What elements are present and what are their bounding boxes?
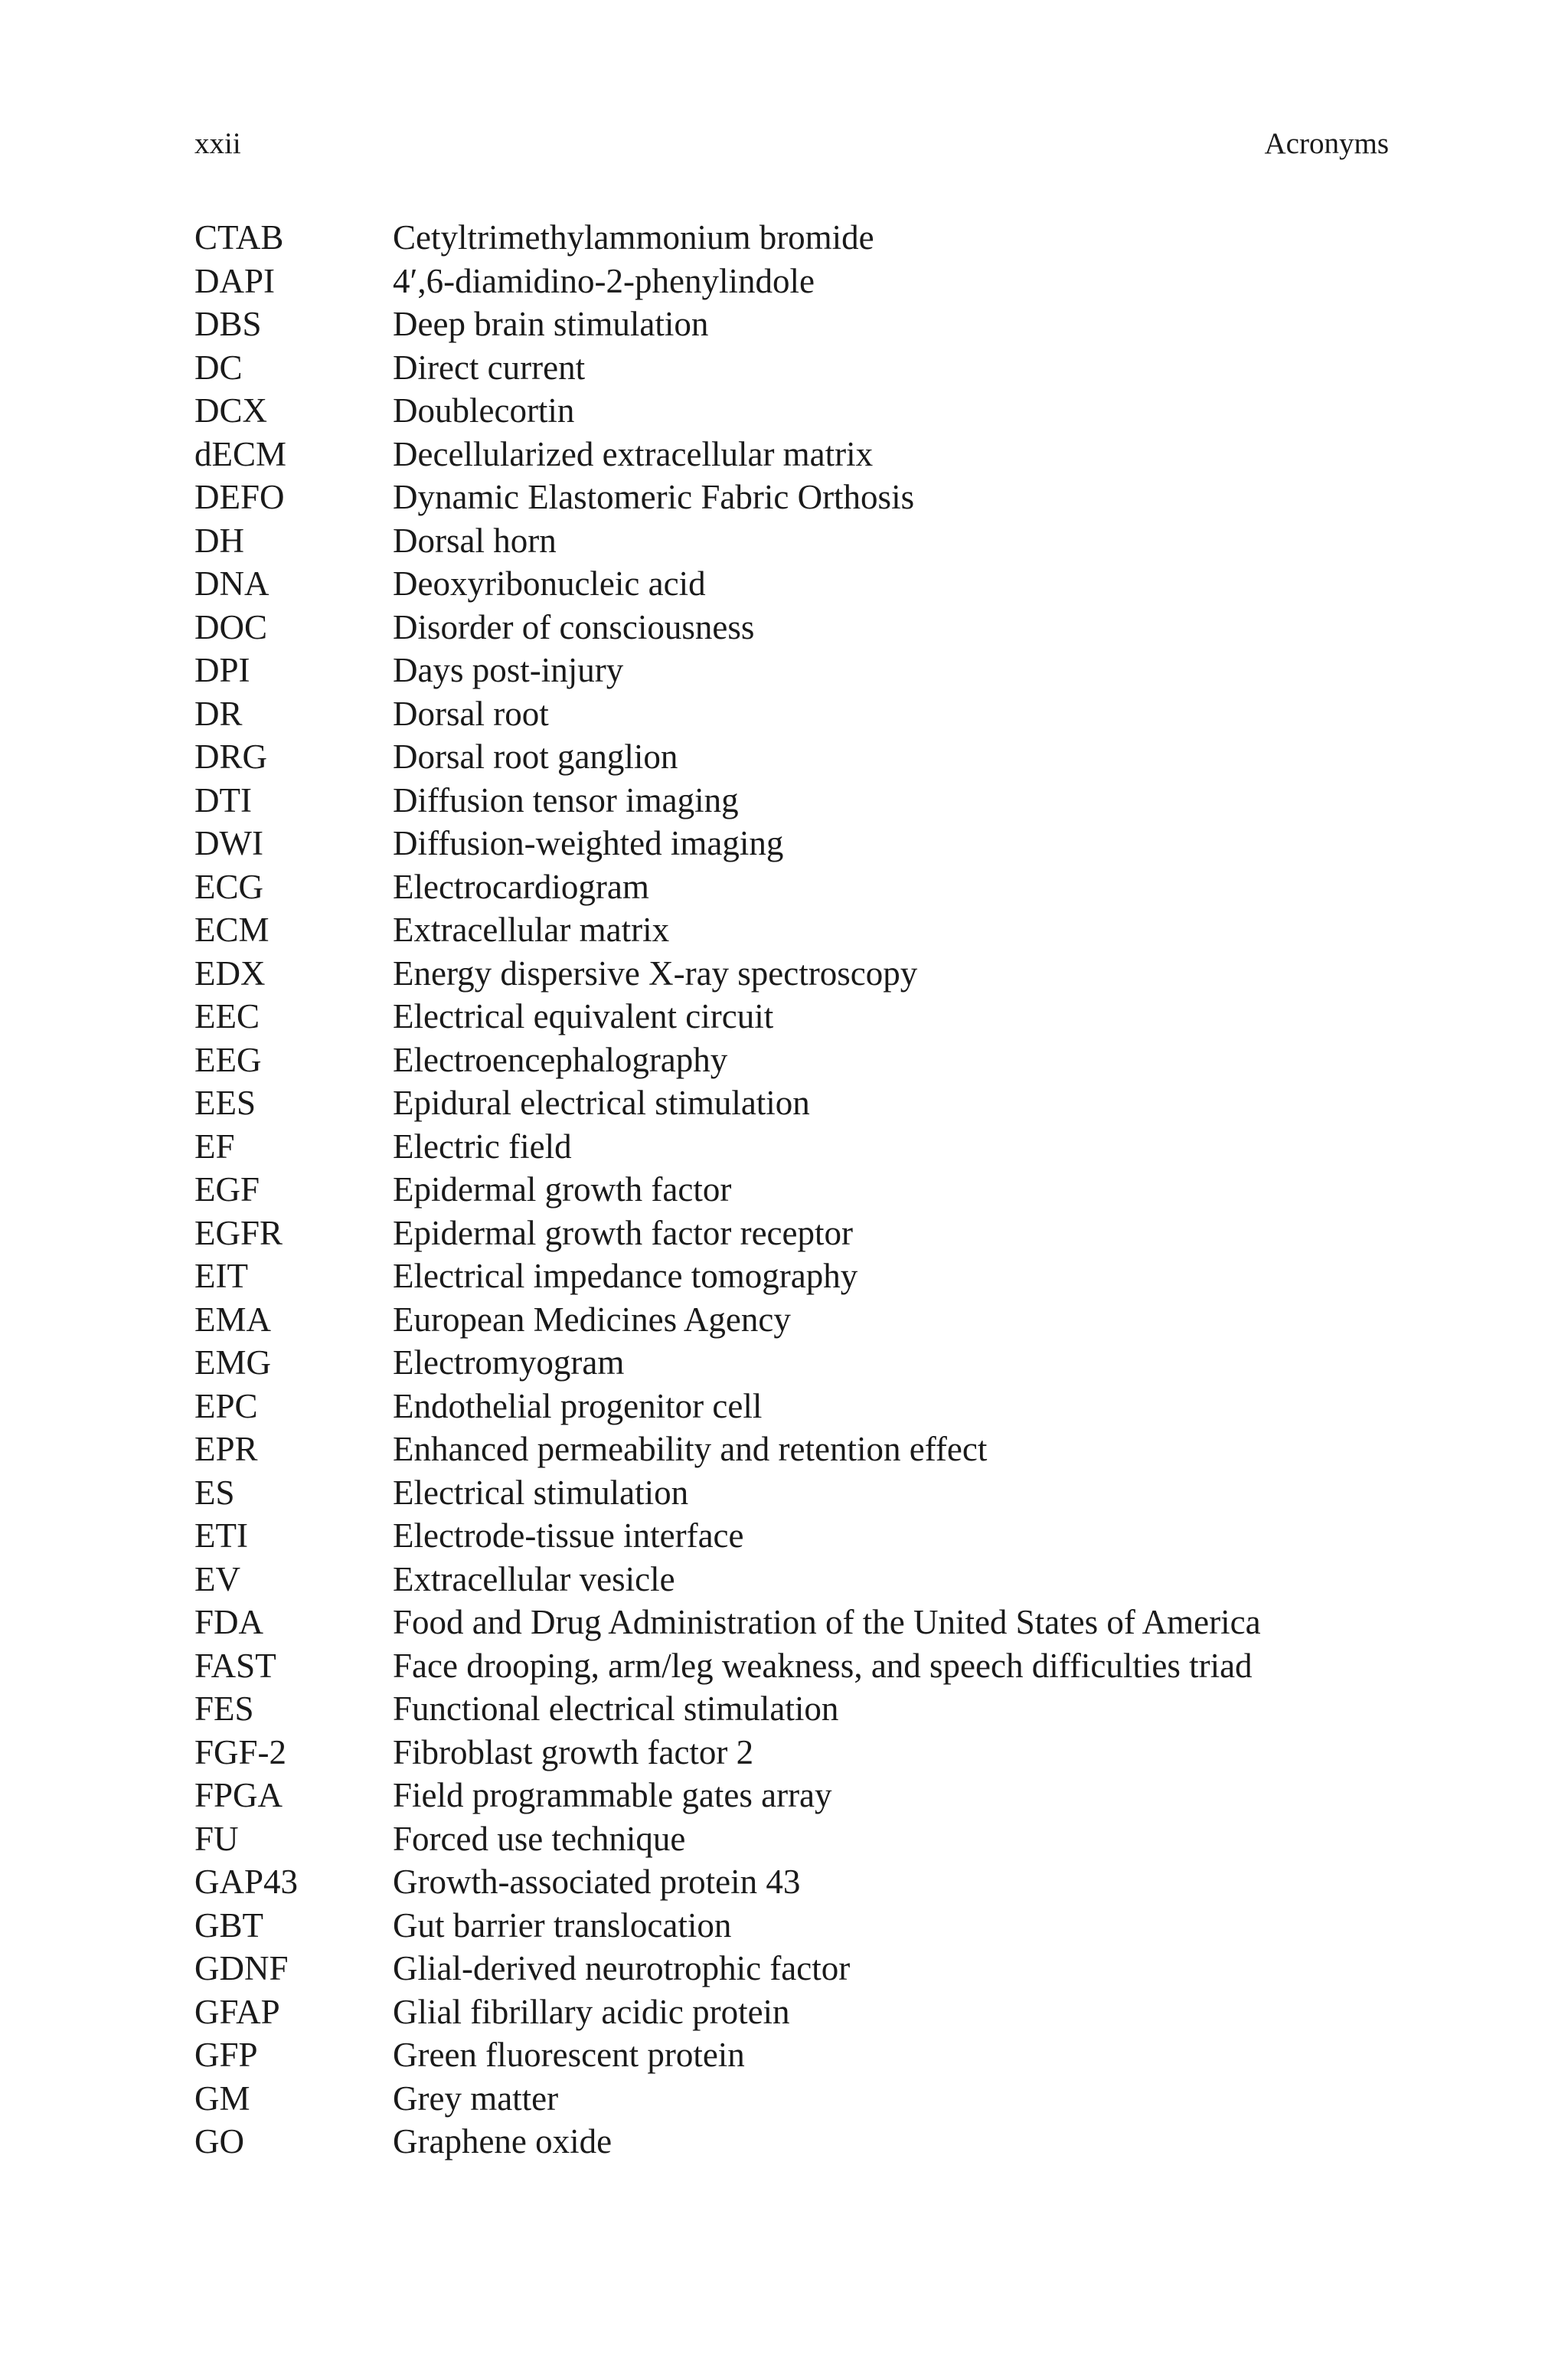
acronym-term: ES xyxy=(194,1473,235,1512)
acronym-term: EDX xyxy=(194,953,266,993)
acronym-definition: Days post-injury xyxy=(393,651,624,689)
acronym-definition: Green fluorescent protein xyxy=(393,2036,745,2074)
acronym-definition: Electrical impedance tomography xyxy=(393,1257,858,1295)
acronym-term: DBS xyxy=(194,305,262,343)
acronym-term: dECM xyxy=(194,434,287,473)
acronym-term: EMA xyxy=(194,1300,271,1339)
acronym-row xyxy=(194,1385,1419,1428)
acronym-definition: Electrical equivalent circuit xyxy=(393,997,774,1035)
acronym-definition: Endothelial progenitor cell xyxy=(393,1386,763,1425)
acronym-definition: Grey matter xyxy=(393,2079,559,2118)
running-header xyxy=(194,127,1389,161)
acronym-term: EPR xyxy=(194,1430,258,1468)
acronym-definition: Electroencephalography xyxy=(393,1040,728,1079)
acronym-row xyxy=(194,1428,1419,1471)
acronym-term: GO xyxy=(194,2122,244,2160)
acronym-definition: Diffusion tensor imaging xyxy=(393,780,739,819)
acronym-term: GM xyxy=(194,2079,250,2118)
acronym-definition: Food and Drug Administration of the United States of America xyxy=(393,1603,1261,1641)
acronym-term: EV xyxy=(194,1559,240,1598)
acronym-term: GBT xyxy=(194,1905,263,1945)
acronym-row xyxy=(194,519,1419,563)
acronym-row xyxy=(194,346,1419,390)
acronym-term: DWI xyxy=(194,824,263,862)
acronym-row xyxy=(194,1341,1419,1385)
acronym-term: CTAB xyxy=(194,218,284,257)
acronym-row xyxy=(194,1774,1419,1817)
acronym-definition: Diffusion-weighted imaging xyxy=(393,824,784,862)
acronym-term: FES xyxy=(194,1689,254,1728)
acronym-term: ETI xyxy=(194,1516,248,1555)
acronym-term: EEG xyxy=(194,1040,262,1079)
acronym-row xyxy=(194,1039,1419,1082)
acronym-definition: Cetyltrimethylammonium bromide xyxy=(393,218,874,257)
acronym-definition: Face drooping, arm/leg weakness, and speech difficulties triad xyxy=(393,1646,1253,1685)
acronym-row xyxy=(194,1904,1419,1948)
acronym-definition: Electrode-tissue interface xyxy=(393,1516,744,1555)
acronym-term: GFP xyxy=(194,2036,258,2074)
acronym-row xyxy=(194,433,1419,476)
acronym-term: DH xyxy=(194,521,244,560)
acronym-definition: Extracellular matrix xyxy=(393,911,670,949)
acronym-row xyxy=(194,476,1419,519)
acronym-definition: Disorder of consciousness xyxy=(393,607,755,646)
acronym-term: DC xyxy=(194,348,243,387)
acronym-term: ECM xyxy=(194,911,270,949)
acronym-row xyxy=(194,1558,1419,1601)
acronym-term: EGFR xyxy=(194,1213,283,1252)
acronym-term: DRG xyxy=(194,738,268,776)
acronym-definition: Growth-associated protein 43 xyxy=(393,1863,801,1901)
acronym-row xyxy=(194,908,1419,952)
acronym-definition: Deoxyribonucleic acid xyxy=(393,564,706,603)
acronym-term: EEC xyxy=(194,997,260,1035)
acronym-definition: Direct current xyxy=(393,348,586,387)
acronym-row xyxy=(194,1168,1419,1212)
acronym-definition: Electrocardiogram xyxy=(393,867,649,906)
acronym-definition: 4′,6-diamidino-2-phenylindole xyxy=(393,261,815,300)
acronym-row xyxy=(194,389,1419,433)
acronym-term: DCX xyxy=(194,391,268,430)
acronym-row xyxy=(194,216,1419,260)
acronym-row xyxy=(194,562,1419,606)
acronym-row xyxy=(194,260,1419,303)
acronym-definition: Forced use technique xyxy=(393,1819,686,1858)
acronym-row xyxy=(194,779,1419,823)
acronym-row xyxy=(194,649,1419,692)
acronym-definition: Epidural electrical stimulation xyxy=(393,1084,810,1122)
acronym-definition: Extracellular vesicle xyxy=(393,1559,675,1598)
acronym-term: GFAP xyxy=(194,1992,280,2031)
acronym-definition: Enhanced permeability and retention effect xyxy=(393,1430,988,1468)
acronym-definition: Dorsal horn xyxy=(393,521,557,560)
acronym-term: EMG xyxy=(194,1343,271,1382)
acronym-term: FPGA xyxy=(194,1776,283,1814)
acronym-term: EPC xyxy=(194,1386,258,1425)
acronym-definition: Fibroblast growth factor 2 xyxy=(393,1732,754,1771)
acronym-row xyxy=(194,1081,1419,1125)
acronym-term: DPI xyxy=(194,651,250,689)
acronym-definition: Electromyogram xyxy=(393,1343,625,1382)
acronym-term: GDNF xyxy=(194,1949,289,1987)
acronym-definition: Epidermal growth factor xyxy=(393,1170,732,1209)
acronym-term: FDA xyxy=(194,1603,264,1641)
acronym-definition: Decellularized extracellular matrix xyxy=(393,434,874,473)
acronym-definition: Dorsal root ganglion xyxy=(393,738,678,776)
acronym-term: EF xyxy=(194,1127,235,1166)
acronym-term: DTI xyxy=(194,780,252,819)
acronym-row xyxy=(194,1990,1419,2034)
acronym-row xyxy=(194,1644,1419,1688)
page-number: xxii xyxy=(194,127,241,160)
acronym-term: DEFO xyxy=(194,478,285,516)
acronym-term: EIT xyxy=(194,1257,248,1295)
acronym-row xyxy=(194,1687,1419,1731)
acronym-row xyxy=(194,303,1419,346)
acronym-definition: European Medicines Agency xyxy=(393,1300,791,1339)
acronym-row xyxy=(194,2120,1419,2164)
acronym-row xyxy=(194,1601,1419,1644)
acronym-definition: Field programmable gates array xyxy=(393,1776,832,1814)
acronym-row xyxy=(194,2077,1419,2121)
acronym-row xyxy=(194,952,1419,996)
acronym-definition: Energy dispersive X-ray spectroscopy xyxy=(393,953,918,993)
acronym-row xyxy=(194,1254,1419,1298)
acronym-term: FAST xyxy=(194,1646,276,1685)
acronym-definition: Gut barrier translocation xyxy=(393,1905,732,1945)
acronym-definition: Dynamic Elastomeric Fabric Orthosis xyxy=(393,478,915,516)
acronym-row xyxy=(194,692,1419,736)
acronym-term: ECG xyxy=(194,867,263,906)
acronym-list xyxy=(194,216,1419,2164)
acronym-term: DOC xyxy=(194,607,268,646)
acronym-definition: Epidermal growth factor receptor xyxy=(393,1213,853,1252)
acronym-row xyxy=(194,1125,1419,1169)
acronym-row xyxy=(194,1731,1419,1775)
acronym-definition: Glial fibrillary acidic protein xyxy=(393,1992,790,2031)
acronym-row xyxy=(194,1817,1419,1861)
acronym-definition: Doublecortin xyxy=(393,391,575,430)
acronym-row xyxy=(194,1514,1419,1558)
acronym-row xyxy=(194,735,1419,779)
acronym-definition: Electrical stimulation xyxy=(393,1473,689,1512)
acronym-term: FU xyxy=(194,1819,239,1858)
acronym-row xyxy=(194,995,1419,1039)
acronym-row xyxy=(194,1298,1419,1342)
acronym-row xyxy=(194,606,1419,649)
acronym-term: EES xyxy=(194,1084,256,1122)
acronym-term: EGF xyxy=(194,1170,260,1209)
acronym-term: DAPI xyxy=(194,261,276,300)
section-title: Acronyms xyxy=(1264,127,1389,160)
acronym-term: DNA xyxy=(194,564,270,603)
acronym-definition: Deep brain stimulation xyxy=(393,305,709,343)
acronym-row xyxy=(194,865,1419,909)
acronym-definition: Glial-derived neurotrophic factor xyxy=(393,1949,851,1987)
acronym-definition: Electric field xyxy=(393,1127,572,1166)
acronym-definition: Graphene oxide xyxy=(393,2122,612,2160)
acronym-row xyxy=(194,822,1419,865)
acronym-definition: Functional electrical stimulation xyxy=(393,1689,839,1728)
acronym-definition: Dorsal root xyxy=(393,694,549,733)
acronym-row xyxy=(194,2033,1419,2077)
acronym-term: GAP43 xyxy=(194,1863,299,1901)
acronym-row xyxy=(194,1471,1419,1515)
acronym-row xyxy=(194,1212,1419,1255)
acronym-term: DR xyxy=(194,694,243,733)
acronym-row xyxy=(194,1860,1419,1904)
acronym-term: FGF-2 xyxy=(194,1732,287,1771)
acronym-row xyxy=(194,1947,1419,1990)
